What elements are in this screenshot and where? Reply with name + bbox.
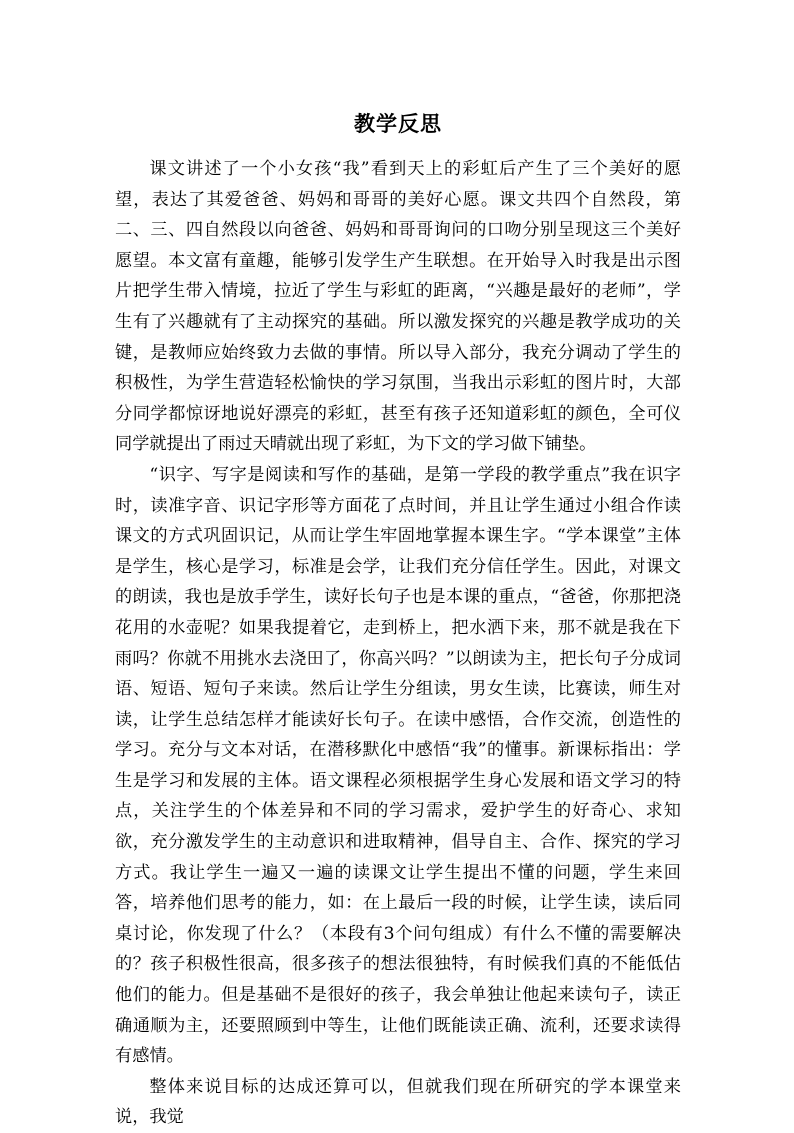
paragraph-3: 整体来说目标的达成还算可以，但就我们现在所研究的学本课堂来说，我觉 [115, 1076, 681, 1128]
paragraph-1: 课文讲述了一个小女孩“我”看到天上的彩虹后产生了三个美好的愿望，表达了其爱爸爸、妈妈和哥哥的美好心愿。课文共四个自然段，第二、三、四自然段以向爸爸、妈妈和哥哥询问的口吻分别呈现这三个美好愿望。本文富有童趣，能够引发学生产生联想。在开始导入时我是出示图片把学生带入情境，拉近了学生与彩虹的距离，“兴趣是最好的老师”，学生有了兴趣就有了主动探究的基础。所以激发探究的兴趣是教学成功的关键，是教师应始终致力去做的事情。所以导入部分，我充分调动了学生的积极性，为学生营造轻松愉快的学习氛围，当我出示彩虹的图片时，大部分同学都惊讶地说好漂亮的彩虹，甚至有孩子还知道彩虹的颜色，全可仪同学就提出了雨过天晴就出现了彩虹，为下文的学习做下铺垫。 [115, 159, 681, 455]
document-title: 教学反思 [354, 112, 442, 136]
paragraph-2: “识字、写字是阅读和写作的基础，是第一学段的教学重点”我在识字时，读准字音、识记字形等方面花了点时间，并且让学生通过小组合作读课文的方式巩固识记，从而让学生牢固地掌握本课生字。“学本课堂”主体是学生，核心是学习，标准是会学，让我们充分信任学生。因此，对课文的朗读，我也是放手学生，读好长句子也是本课的重点，“爸爸，你那把浇花用的水壶呢？如果我提着它，走到桥上，把水洒下来，那不就是我在下雨吗？你就不用挑水去浇田了，你高兴吗？”以朗读为主，把长句子分成词语、短语、短句子来读。然后让学生分组读，男女生读，比赛读，师生对读，让学生总结怎样才能读好长句子。在读中感悟，合作交流，创造性的学习。充分与文本对话，在潜移默化中感悟“我”的懂事。新课标指出：学生是学习和发展的主体。语文课程必须根据学生身心发展和语文学习的特点，关注学生的个体差异和不同的学习需求，爱护学生的好奇心、求知欲，充分激发学生的主动意识和进取精神，倡导自主、合作、探究的学习方式。我让学生一遍又一遍的读课文让学生提出不懂的问题，学生来回答，培养他们思考的能力，如：在上最后一段的时候，让学生读，读后同桌讨论，你发现了什么？（本段有3个问句组成）有什么不懂的需要解决的？孩子积极性很高，很多孩子的想法很独特，有时候我们真的不能低估他们的能力。但是基础不是很好的孩子，我会单独让他起来读句子，读正确通顺为主，还要照顾到中等生，让他们既能读正确、流利，还要求读得有感情。 [115, 464, 681, 1067]
document-page [115, 108, 681, 1133]
